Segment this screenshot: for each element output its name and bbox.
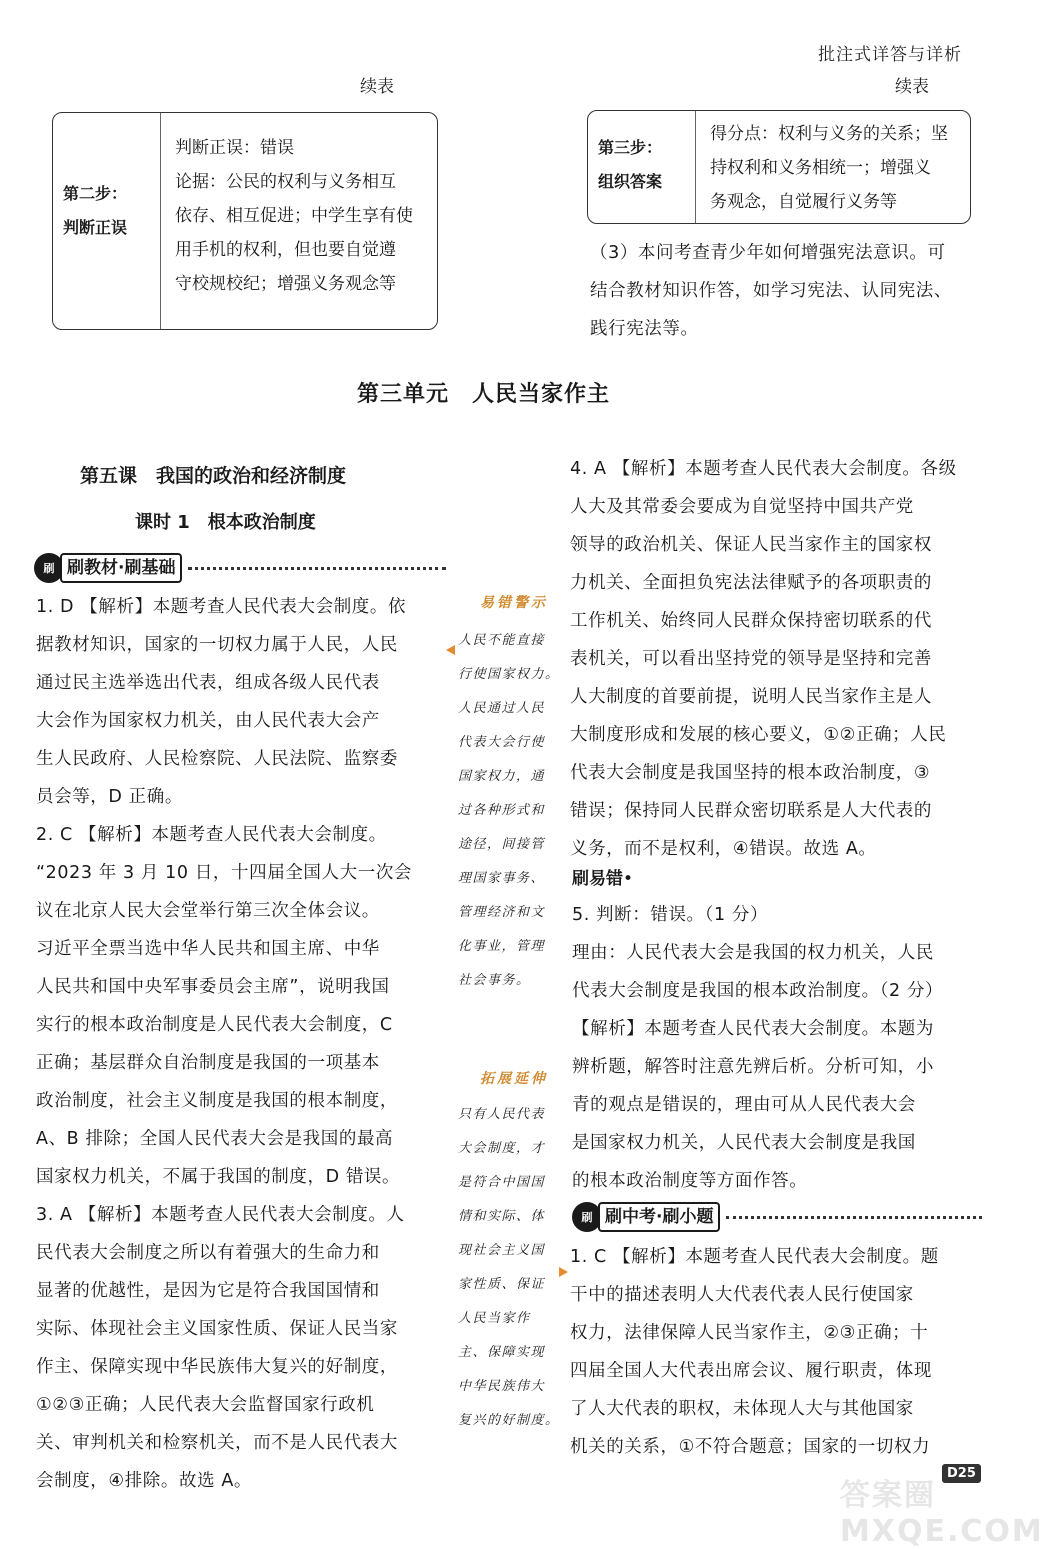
text-line: 中华民族伟大 — [458, 1379, 546, 1394]
text-line: 得分点：权利与义务的关系；坚 — [710, 124, 948, 144]
side-note-extension — [458, 1098, 560, 1438]
header-title: 批注式详答与详析 — [818, 45, 962, 65]
text-line: 政治制度，社会主义制度是我国的根本制度， — [36, 1091, 398, 1111]
text-line: 人民共和国中央军事委员会主席”，说明我国 — [36, 977, 390, 997]
text-line: 关、审判机关和检察机关，而不是人民代表大 — [36, 1433, 398, 1453]
text-line: 四届全国人大代表出席会议、履行职责，体现 — [570, 1361, 932, 1381]
text-line: 情和实际、体 — [458, 1209, 546, 1224]
watermark: 答案圈 MXQE.COM — [840, 1478, 1044, 1549]
dotted-rule — [726, 1216, 982, 1219]
text-line: 代表大会制度是我国坚持的根本政治制度，③ — [570, 763, 931, 783]
text-line: “2023 年 3 月 10 日，十四届全国人大一次会 — [36, 863, 413, 883]
text-line: 持权利和义务相统一；增强义 — [710, 158, 931, 178]
text-line: 正确；基层群众自治制度是我国的一项基本 — [36, 1053, 380, 1073]
text-line: 行使国家权力。 — [458, 667, 560, 682]
text-line: 主、保障实现 — [458, 1345, 546, 1360]
text-line: 实际、体现社会主义国家性质、保证人民当家 — [36, 1319, 398, 1339]
text-line: 权力，法律保障人民当家作主，②③正确；十 — [570, 1323, 929, 1343]
subhead-mistakes: 刷易错• — [572, 869, 634, 889]
lesson-title: 第五课 我国的政治和经济制度 — [80, 465, 347, 487]
text-line: 作主、保障实现中华民族伟大复兴的好制度， — [36, 1357, 398, 1377]
text-line: 领导的政治机关、保证人民当家作主的国家权 — [570, 535, 932, 555]
answer-q5 — [572, 896, 982, 1200]
text-line: 国家权力机关，不属于我国的制度，D 错误。 — [36, 1167, 401, 1187]
text-line: 了人大代表的职权，未体现人大与其他国家 — [570, 1399, 914, 1419]
answer-q4 — [570, 450, 980, 868]
text-line: 4. A 【解析】本题考查人民代表大会制度。各级 — [570, 459, 957, 479]
text-line: 代表大会行使 — [458, 735, 546, 750]
text-line: 大制度形成和发展的核心要义，①②正确；人民 — [570, 725, 947, 745]
table-divider — [695, 111, 696, 223]
text-line: 复兴的好制度。 — [458, 1413, 560, 1428]
text-line: 的根本政治制度等方面作答。 — [572, 1171, 808, 1191]
text-line: 【解析】本题考查人民代表大会制度。本题为 — [572, 1019, 934, 1039]
text-line: 守校规校纪；增强义务观念等 — [175, 274, 396, 294]
continued-label-left: 续表 — [360, 77, 394, 97]
text-line: 人大及其常委会要成为自觉坚持中国共产党 — [570, 497, 914, 517]
text-line: 实行的根本政治制度是人民代表大会制度，C — [36, 1015, 393, 1035]
text-line: 管理经济和文 — [458, 905, 546, 920]
text-line: 依存、相互促进；中学生享有使 — [175, 206, 413, 226]
text-line: 人大制度的首要前提，说明人民当家作主是人 — [570, 687, 932, 707]
text-line: 员会等，D 正确。 — [36, 787, 183, 807]
text-line: 通过民主选举选出代表，组成各级人民代表 — [36, 673, 380, 693]
text-line: 判断正误：错误 — [175, 138, 294, 158]
page-number: D25 — [942, 1464, 981, 1483]
text-line: 家性质、保证 — [458, 1277, 546, 1292]
text-line: 结合教材知识作答，如学习宪法、认同宪法、 — [590, 281, 952, 301]
text-line: 社会事务。 — [458, 973, 531, 988]
text-line: 只有人民代表 — [458, 1107, 546, 1122]
section-band-basic — [34, 553, 446, 583]
text-line: 理由：人民代表大会是我国的权力机关，人民 — [572, 943, 934, 963]
text-line: 青的观点是错误的，理由可从人民代表大会 — [572, 1095, 916, 1115]
text-line: 人民不能直接 — [458, 633, 546, 648]
left-answers — [36, 588, 446, 1500]
text-line: 1. C 【解析】本题考查人民代表大会制度。题 — [570, 1247, 939, 1267]
text-line: 理国家事务、 — [458, 871, 546, 886]
text-line: 表机关，可以看出坚持党的领导是坚持和完善 — [570, 649, 932, 669]
text-line: 3. A 【解析】本题考查人民代表大会制度。人 — [36, 1205, 405, 1225]
arrow-icon — [559, 1267, 568, 1277]
text-line: 民代表大会制度之所以有着强大的生命力和 — [36, 1243, 380, 1263]
unit-title: 第三单元 人民当家作主 — [357, 382, 611, 407]
text-line: 干中的描述表明人大代表代表人民行使国家 — [570, 1285, 914, 1305]
text-line: 过各种形式和 — [458, 803, 546, 818]
dotted-rule — [188, 567, 446, 570]
text-line: 生人民政府、人民检察院、人民法院、监察委 — [36, 749, 398, 769]
text-line: 现社会主义国 — [458, 1243, 546, 1258]
step-three-content — [710, 117, 948, 219]
continued-label-right: 续表 — [895, 77, 929, 97]
text-line: 化事业，管理 — [458, 939, 546, 954]
text-line: 途径，间接管 — [458, 837, 546, 852]
text-line: 习近平全票当选中华人民共和国主席、中华 — [36, 939, 380, 959]
side-note-head: 拓展延伸 — [480, 1071, 548, 1087]
text-line: 义务，而不是权利，④错误。故选 A。 — [570, 839, 877, 859]
table-divider — [160, 113, 161, 329]
text-line: 力机关、全面担负宪法法律赋予的各项职责的 — [570, 573, 932, 593]
step-two-label: 第二步： 判断正误 — [63, 184, 128, 237]
text-line: 大会制度，才 — [458, 1141, 546, 1156]
text-line: 务观念，自觉履行义务等 — [710, 192, 897, 212]
text-line: 据教材知识，国家的一切权力属于人民，人民 — [36, 635, 398, 655]
text-line: 国家权力，通 — [458, 769, 546, 784]
text-line: 2. C 【解析】本题考查人民代表大会制度。 — [36, 825, 387, 845]
text-line: 5. 判断：错误。（1 分） — [572, 905, 769, 925]
answer-exam-q1 — [570, 1238, 980, 1466]
text-line: 代表大会制度是我国的根本政治制度。（2 分） — [572, 981, 944, 1001]
step-two-content — [175, 131, 413, 301]
answer-part-3 — [590, 234, 952, 348]
text-line: 人民当家作 — [458, 1311, 531, 1326]
session-title: 课时 1 根本政治制度 — [135, 512, 316, 533]
text-line: 人民通过人民 — [458, 701, 546, 716]
text-line: 大会作为国家权力机关，由人民代表大会产 — [36, 711, 380, 731]
brush-icon: 刷 — [572, 1202, 602, 1232]
text-line: （3）本问考查青少年如何增强宪法意识。可 — [590, 243, 946, 263]
text-line: 工作机关、始终同人民群众保持密切联系的代 — [570, 611, 932, 631]
text-line: 机关的关系，①不符合题意；国家的一切权力 — [570, 1437, 931, 1457]
side-note-mistakes — [458, 624, 560, 998]
text-line: 论据：公民的权利与义务相互 — [175, 172, 396, 192]
step-three-label: 第三步： 组织答案 — [598, 138, 663, 191]
text-line: 1. D 【解析】本题考查人民代表大会制度。依 — [36, 597, 407, 617]
text-line: 议在北京人民大会堂举行第三次全体会议。 — [36, 901, 380, 921]
section-band-exam — [572, 1202, 982, 1232]
text-line: 错误；保持同人民群众密切联系是人大代表的 — [570, 801, 932, 821]
text-line: 会制度，④排除。故选 A。 — [36, 1471, 253, 1491]
text-line: 显著的优越性，是因为它是符合我国国情和 — [36, 1281, 380, 1301]
band-label: 刷中考·刷小题 — [598, 1202, 720, 1232]
text-line: ①②③正确；人民代表大会监督国家行政机 — [36, 1395, 375, 1415]
band-label: 刷教材·刷基础 — [60, 553, 182, 583]
text-line: 是符合中国国 — [458, 1175, 546, 1190]
text-line: 践行宪法等。 — [590, 319, 699, 339]
table-step-two — [52, 112, 438, 330]
table-step-three — [587, 110, 971, 224]
text-line: 用手机的权利，但也要自觉遵 — [175, 240, 396, 260]
side-note-head: 易错警示 — [480, 595, 548, 611]
text-line: 是国家权力机关，人民代表大会制度是我国 — [572, 1133, 916, 1153]
brush-icon: 刷 — [34, 553, 64, 583]
arrow-icon — [446, 645, 455, 655]
text-line: A、B 排除；全国人民代表大会是我国的最高 — [36, 1129, 394, 1149]
text-line: 辨析题，解答时注意先辨后析。分析可知，小 — [572, 1057, 934, 1077]
